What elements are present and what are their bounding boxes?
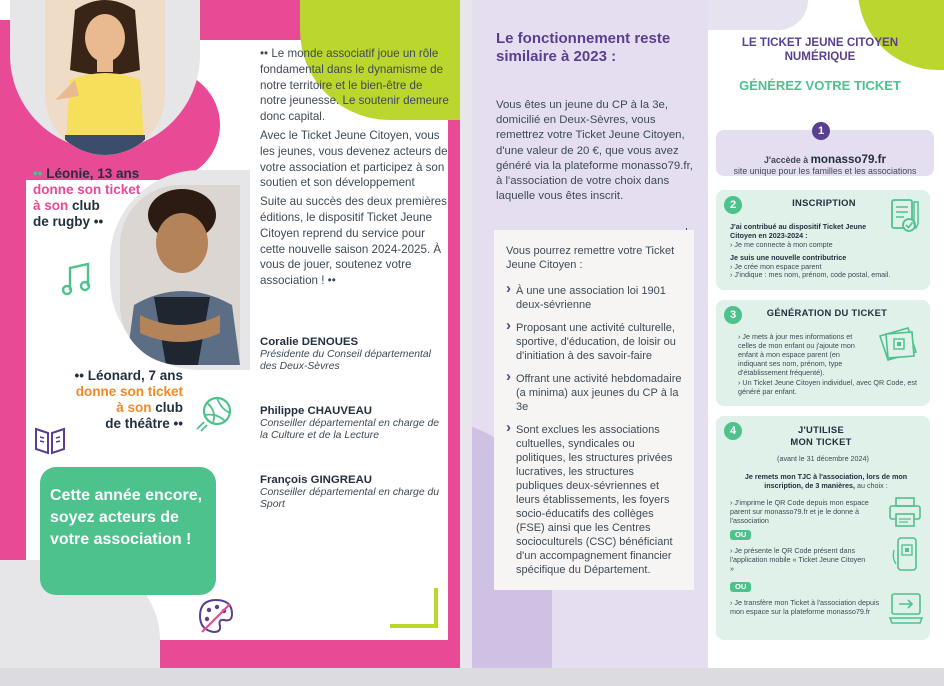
panel-title: LE TICKET JEUNE CITOYEN NUMÉRIQUE — [741, 36, 899, 63]
step-1-access: J'accède à monasso79.fr — [764, 153, 886, 166]
step-title: GÉNÉRATION DU TICKET — [766, 307, 888, 318]
left-panel — [0, 0, 460, 668]
caption-highlight: donne son ticket — [75, 384, 183, 399]
right-panel — [708, 0, 944, 668]
step-text-item: › J'indique : mes nom, prénom, code postal, email. — [730, 270, 891, 279]
step-text-item: › Je crée mon espace parent — [730, 262, 822, 271]
section-title: Le fonctionnement reste similaire à 2023 : — [496, 30, 671, 65]
step-4-card — [716, 416, 930, 640]
editorial-paragraph: Suite au succès des deux premières éditions, le dispositif Ticket Jeune Citoyen reprend du service pour cette nouvelle saison 2024-2025. À vous de jouer, soutenez votre association ! •• — [260, 195, 447, 288]
signature-role: Conseiller départemental en charge du Sport — [260, 486, 440, 511]
step-number: 1 — [812, 122, 830, 140]
eligibility-item: › Offrant une activité hebdomadaire (a minima) aux jeunes du CP à la 3e — [506, 372, 684, 414]
option-print: › J'imprime le QR Code depuis mon espace parent sur monasso79.fr et je le donne à l'association — [730, 498, 869, 525]
eligibility-box — [494, 230, 694, 590]
step-deadline: (avant le 31 décembre 2024) — [777, 454, 869, 463]
caption-leonie — [33, 166, 183, 230]
caption-highlight: à son — [33, 198, 69, 213]
site-link: monasso79.fr — [810, 153, 886, 166]
step-1-desc: site unique pour les familles et les associations — [733, 166, 917, 176]
or-badge: OU — [730, 530, 751, 540]
corner-bracket-decor — [390, 588, 440, 630]
smartphone-icon — [892, 536, 922, 572]
signature-name: François GINGREAU — [260, 474, 373, 486]
option-app: › Je présente le QR Code présent dans l'application mobile « Ticket Jeune Citoyen » — [730, 546, 866, 573]
caption-text: club — [68, 198, 100, 213]
computer-transfer-icon — [888, 592, 924, 626]
book-icon — [34, 425, 66, 455]
step-text-bold: Je suis une nouvelle contributrice — [730, 253, 847, 262]
caption-name: •• Léonard, 7 ans — [74, 368, 183, 383]
scan-bottom-margin — [0, 668, 944, 686]
signature-name: Philippe CHAUVEAU — [260, 405, 373, 417]
palette-icon — [196, 596, 236, 636]
signature-chauveau — [260, 405, 450, 443]
caption-text: de théâtre •• — [105, 416, 183, 431]
volleyball-icon — [195, 395, 233, 433]
step-2-card — [716, 190, 930, 290]
step-text-bold: J'ai contribué au dispositif Ticket Jeune Citoyen en 2023-2024 : — [730, 222, 867, 240]
eligibility-lead: Vous pourrez remettre votre Ticket Jeune Citoyen : — [506, 245, 675, 271]
panel-subtitle: GÉNÉREZ VOTRE TICKET — [739, 78, 901, 93]
caption-leonard — [48, 368, 183, 432]
step-text-item: › Un Ticket Jeune Citoyen individuel, avec QR Code, est généré par enfant. — [738, 378, 917, 396]
middle-panel — [472, 0, 708, 668]
caption-text: club — [151, 400, 183, 415]
step-number: 4 — [724, 422, 742, 440]
step-title-line: J'UTILISE — [797, 424, 845, 435]
girl-photo — [45, 0, 165, 155]
caption-highlight: donne son ticket — [33, 182, 141, 197]
quote-mark: •• — [33, 166, 43, 181]
pink-frame-bottom — [130, 640, 460, 668]
signature-role: Conseiller départemental en charge de la Culture et de la Lecture — [260, 417, 440, 442]
editorial-text — [260, 46, 450, 292]
callout-box: Cette année encore, soyez acteurs de votre association ! — [40, 467, 216, 595]
step-number: 3 — [724, 306, 742, 324]
eligibility-item: › Sont exclues les associations cultuelles, syndicales ou politiques, les structures privées lucratives, les structures publiques deux-sévriennes et leurs établissements, les foyers socio-éducatifs des collèges (FSE) ainsi que les Centres socioculturels (CSC) bénéficiant d'un accompagnement financier spécifique du Département. — [506, 423, 684, 577]
signature-gingreau — [260, 474, 450, 512]
step-4-lead: Je remets mon TJC à l'association, lors de mon inscription, de 3 manières, au choix : — [744, 472, 908, 490]
step-title-line: MON TICKET — [790, 436, 852, 447]
editorial-paragraph: Avec le Ticket Jeune Citoyen, vous les jeunes, vous devenez acteurs de votre association et participez à son soutien et son développement — [260, 128, 448, 190]
music-note-icon — [62, 262, 92, 298]
signature-role: Présidente du Conseil départemental des Deux-Sèvres — [260, 348, 431, 373]
step-text-item: › Je mets à jour mes informations et celles de mon enfant ou j'ajoute mon enfant à mon espace parent (en indiquant ses nom, prénom, type d'établissement fréquenté). — [738, 332, 855, 377]
signature-denoues — [260, 336, 450, 374]
ticket-qr-icon — [876, 326, 922, 362]
section-body: Vous êtes un jeune du CP à la 3e, domicilié en Deux-Sèvres, vous remettrez votre Ticket Jeune Citoyen, d'une valeur de 20 €, que vous avez généré via la plateforme monasso79.fr, à l'association de votre choix dans laquelle vous êtes inscrit. — [496, 99, 693, 203]
step-title: INSCRIPTION — [792, 197, 856, 208]
or-badge: OU — [730, 582, 751, 592]
printer-icon — [888, 496, 922, 528]
option-transfer: › Je transfère mon Ticket à l'association depuis mon espace sur la plateforme monasso79.fr — [730, 598, 880, 616]
editorial-paragraph: •• Le monde associatif joue un rôle fondamental dans le dynamisme de notre territoire et le bien-être de notre jeunesse. Le soutenir demeure donc capital. — [260, 47, 449, 124]
caption-highlight: à son — [116, 400, 152, 415]
lavender-decor-blob — [708, 0, 808, 30]
step-3-card — [716, 300, 930, 406]
step-title — [756, 424, 886, 448]
caption-name: Léonie, 13 ans — [46, 166, 140, 181]
caption-text: de rugby •• — [33, 214, 104, 229]
step-2-text — [730, 222, 880, 271]
step-text-item: › Je me connecte à mon compte — [730, 240, 833, 249]
eligibility-item: › À une une association loi 1901 deux-sévrienne — [506, 284, 684, 312]
eligibility-item: › Proposant une activité culturelle, sportive, d'éducation, de loisir ou d'initiation à des savoir-faire — [506, 321, 684, 363]
step-number: 2 — [724, 196, 742, 214]
form-check-icon — [890, 198, 922, 236]
signature-name: Coralie DENOUES — [260, 336, 359, 348]
